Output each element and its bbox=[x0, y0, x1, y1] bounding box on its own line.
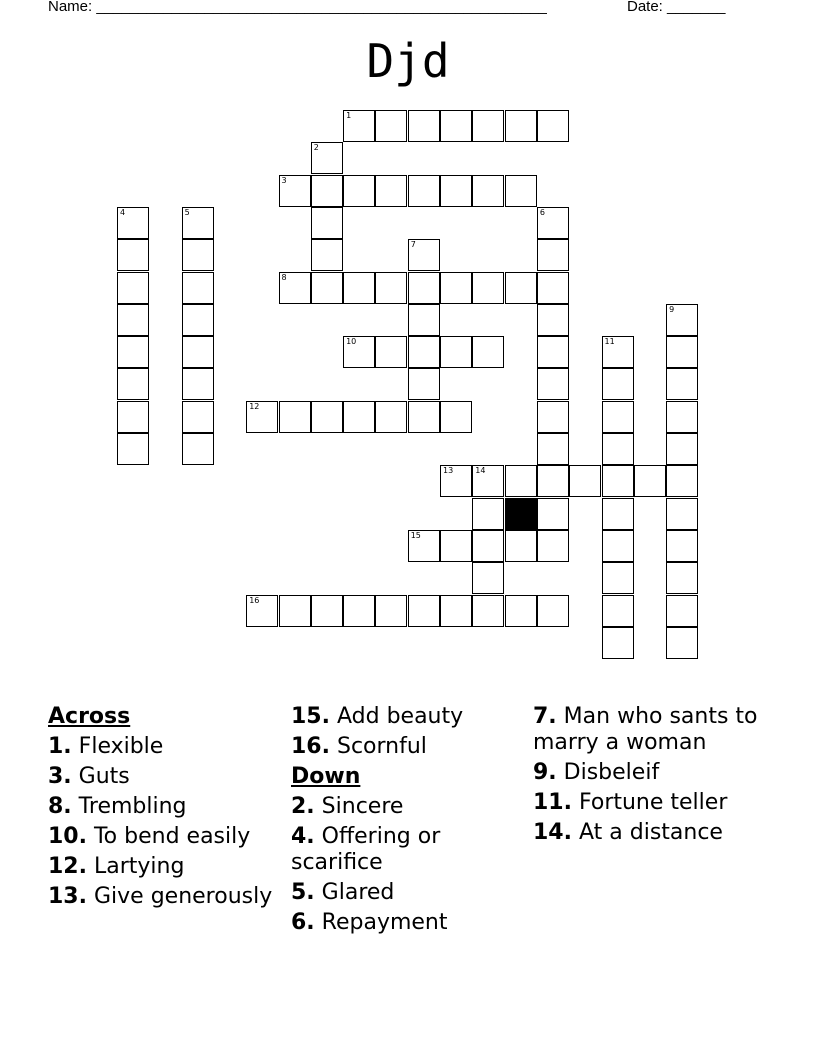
grid-cell[interactable] bbox=[602, 336, 634, 368]
clue-text: Give generously bbox=[93, 884, 273, 909]
clue-number: 16. bbox=[291, 734, 330, 759]
clue-across-16 bbox=[291, 734, 521, 760]
grid-cell[interactable] bbox=[537, 595, 569, 627]
cell-number: 10 bbox=[346, 337, 357, 347]
grid-cell[interactable] bbox=[602, 595, 634, 627]
clue-text: Man who sants to marry a woman bbox=[533, 704, 758, 755]
grid-cell[interactable] bbox=[182, 368, 214, 400]
cell-number: 15 bbox=[410, 530, 421, 540]
clue-number: 9. bbox=[533, 760, 557, 785]
grid-cell[interactable] bbox=[666, 368, 698, 400]
grid-cell[interactable] bbox=[537, 110, 569, 142]
clue-text: Fortune teller bbox=[578, 790, 728, 815]
clue-down-6 bbox=[291, 910, 521, 936]
grid-cell[interactable] bbox=[537, 498, 569, 530]
grid-cell[interactable] bbox=[408, 272, 440, 304]
clue-down-4 bbox=[291, 824, 521, 876]
grid-cell[interactable] bbox=[182, 304, 214, 336]
grid-cell[interactable] bbox=[440, 175, 472, 207]
grid-cell[interactable] bbox=[408, 595, 440, 627]
clue-text: To bend easily bbox=[93, 824, 251, 849]
grid-cell[interactable] bbox=[537, 239, 569, 271]
grid-cell[interactable] bbox=[537, 401, 569, 433]
grid-cell[interactable] bbox=[343, 401, 375, 433]
clue-across-3 bbox=[48, 764, 278, 790]
grid-cell[interactable] bbox=[472, 498, 504, 530]
cell-number: 14 bbox=[475, 466, 486, 476]
grid-cell[interactable] bbox=[472, 272, 504, 304]
grid-cell[interactable] bbox=[311, 595, 343, 627]
clue-across-15 bbox=[291, 704, 521, 730]
grid-cell[interactable] bbox=[666, 401, 698, 433]
clue-number: 14. bbox=[533, 820, 572, 845]
grid-cell[interactable] bbox=[472, 336, 504, 368]
clue-number: 8. bbox=[48, 794, 72, 819]
grid-cell[interactable] bbox=[117, 368, 149, 400]
grid-cell[interactable] bbox=[602, 433, 634, 465]
grid-cell[interactable] bbox=[472, 175, 504, 207]
cell-number: 1 bbox=[346, 111, 352, 120]
grid-cell[interactable] bbox=[279, 272, 311, 304]
clue-text: Offering or scarifice bbox=[291, 824, 441, 875]
clue-number: 4. bbox=[291, 824, 315, 849]
grid-cell[interactable] bbox=[472, 465, 504, 497]
clue-column-3 bbox=[533, 704, 773, 850]
grid-cell[interactable] bbox=[375, 110, 407, 142]
grid-cell[interactable] bbox=[408, 401, 440, 433]
grid-cell[interactable] bbox=[311, 239, 343, 271]
cell-number: 7 bbox=[410, 240, 416, 250]
down-heading: Down bbox=[291, 764, 361, 789]
grid-cell[interactable] bbox=[343, 336, 375, 368]
cell-number: 11 bbox=[604, 337, 615, 347]
clue-down-7 bbox=[533, 704, 773, 756]
clue-text: At a distance bbox=[578, 820, 723, 845]
grid-cell[interactable] bbox=[505, 595, 537, 627]
clue-number: 3. bbox=[48, 764, 72, 789]
name-field-label: Name: ______________________________________________________ bbox=[48, 0, 547, 15]
grid-cell[interactable] bbox=[408, 239, 440, 271]
grid-cell[interactable] bbox=[279, 175, 311, 207]
grid-cell[interactable] bbox=[505, 272, 537, 304]
grid-cell[interactable] bbox=[311, 401, 343, 433]
cell-number: 8 bbox=[281, 272, 287, 282]
grid-cell[interactable] bbox=[602, 530, 634, 562]
grid-cell[interactable] bbox=[537, 272, 569, 304]
clue-down-9 bbox=[533, 760, 773, 786]
grid-cell[interactable] bbox=[343, 595, 375, 627]
clue-text: Scornful bbox=[336, 734, 427, 759]
clue-text: Flexible bbox=[78, 734, 164, 759]
grid-cell[interactable] bbox=[440, 595, 472, 627]
grid-cell[interactable] bbox=[440, 272, 472, 304]
grid-cell[interactable] bbox=[311, 142, 343, 174]
grid-cell[interactable] bbox=[182, 272, 214, 304]
clue-text: Disbeleif bbox=[563, 760, 660, 785]
grid-cell[interactable] bbox=[602, 465, 634, 497]
grid-cell[interactable] bbox=[182, 336, 214, 368]
grid-cell[interactable] bbox=[666, 465, 698, 497]
clue-text: Repayment bbox=[321, 910, 448, 935]
clue-number: 10. bbox=[48, 824, 87, 849]
grid-cell[interactable] bbox=[666, 304, 698, 336]
grid-cell[interactable] bbox=[537, 368, 569, 400]
grid-cell[interactable] bbox=[117, 433, 149, 465]
grid-cell[interactable] bbox=[440, 336, 472, 368]
grid-cell[interactable] bbox=[182, 433, 214, 465]
clue-text: Guts bbox=[78, 764, 130, 789]
grid-cell[interactable] bbox=[666, 498, 698, 530]
grid-cell[interactable] bbox=[505, 530, 537, 562]
grid-cell[interactable] bbox=[440, 465, 472, 497]
grid-cell[interactable] bbox=[375, 272, 407, 304]
cell-number: 6 bbox=[539, 207, 545, 217]
cell-number: 5 bbox=[184, 207, 190, 217]
grid-cell[interactable] bbox=[537, 304, 569, 336]
grid-cell[interactable] bbox=[408, 175, 440, 207]
clue-down-2 bbox=[291, 794, 521, 820]
grid-cell[interactable] bbox=[182, 239, 214, 271]
clue-number: 2. bbox=[291, 794, 315, 819]
clue-column-2 bbox=[291, 704, 521, 940]
grid-cell[interactable] bbox=[537, 207, 569, 239]
clue-across-1 bbox=[48, 734, 278, 760]
grid-cell[interactable] bbox=[472, 562, 504, 594]
grid-cell[interactable] bbox=[117, 336, 149, 368]
cell-number: 16 bbox=[249, 595, 260, 605]
grid-cell[interactable] bbox=[375, 401, 407, 433]
clue-number: 12. bbox=[48, 854, 87, 879]
cell-number: 4 bbox=[120, 207, 126, 217]
clue-across-8 bbox=[48, 794, 278, 820]
grid-cell[interactable] bbox=[117, 304, 149, 336]
grid-cell[interactable] bbox=[666, 530, 698, 562]
grid-cell[interactable] bbox=[375, 595, 407, 627]
grid-cell[interactable] bbox=[375, 336, 407, 368]
grid-cell[interactable] bbox=[375, 175, 407, 207]
clue-across-13 bbox=[48, 884, 278, 910]
grid-cell[interactable] bbox=[343, 272, 375, 304]
clue-across-10 bbox=[48, 824, 278, 850]
clue-down-5 bbox=[291, 880, 521, 906]
grid-cell[interactable] bbox=[182, 401, 214, 433]
grid-cell[interactable] bbox=[440, 530, 472, 562]
grid-cell[interactable] bbox=[505, 465, 537, 497]
grid-cell[interactable] bbox=[472, 110, 504, 142]
grid-cell[interactable] bbox=[408, 368, 440, 400]
clue-text: Trembling bbox=[78, 794, 187, 819]
clue-number: 7. bbox=[533, 704, 557, 729]
grid-cell[interactable] bbox=[311, 207, 343, 239]
grid-cell[interactable] bbox=[311, 175, 343, 207]
grid-cell[interactable] bbox=[537, 336, 569, 368]
cell-number: 12 bbox=[249, 401, 260, 411]
grid-cell[interactable] bbox=[472, 530, 504, 562]
grid-cell[interactable] bbox=[666, 562, 698, 594]
grid-cell[interactable] bbox=[472, 595, 504, 627]
grid-cell[interactable] bbox=[246, 401, 278, 433]
cell-number: 13 bbox=[443, 466, 454, 476]
grid-cell[interactable] bbox=[537, 530, 569, 562]
black-square bbox=[505, 498, 537, 530]
clue-across-12 bbox=[48, 854, 278, 880]
clue-number: 11. bbox=[533, 790, 572, 815]
date-field-label: Date: _______ bbox=[627, 0, 726, 15]
grid-cell[interactable] bbox=[537, 465, 569, 497]
grid-cell[interactable] bbox=[505, 175, 537, 207]
clue-number: 6. bbox=[291, 910, 315, 935]
grid-cell[interactable] bbox=[537, 433, 569, 465]
grid-cell[interactable] bbox=[602, 562, 634, 594]
grid-cell[interactable] bbox=[117, 239, 149, 271]
grid-cell[interactable] bbox=[117, 401, 149, 433]
grid-cell[interactable] bbox=[666, 336, 698, 368]
grid-cell[interactable] bbox=[279, 401, 311, 433]
clue-number: 13. bbox=[48, 884, 87, 909]
grid-cell[interactable] bbox=[602, 368, 634, 400]
grid-cell[interactable] bbox=[408, 530, 440, 562]
grid-cell[interactable] bbox=[246, 595, 278, 627]
clue-number: 5. bbox=[291, 880, 315, 905]
grid-cell[interactable] bbox=[505, 110, 537, 142]
cell-number: 9 bbox=[669, 304, 675, 314]
clue-number: 15. bbox=[291, 704, 330, 729]
grid-cell[interactable] bbox=[182, 207, 214, 239]
grid-cell[interactable] bbox=[343, 110, 375, 142]
clue-down-11 bbox=[533, 790, 773, 816]
clue-number: 1. bbox=[48, 734, 72, 759]
grid-cell[interactable] bbox=[602, 627, 634, 659]
grid-cell[interactable] bbox=[569, 465, 601, 497]
grid-cell[interactable] bbox=[408, 304, 440, 336]
grid-cell[interactable] bbox=[666, 595, 698, 627]
grid-cell[interactable] bbox=[408, 110, 440, 142]
clue-down-14 bbox=[533, 820, 773, 846]
grid-cell[interactable] bbox=[440, 110, 472, 142]
grid-cell[interactable] bbox=[279, 595, 311, 627]
grid-cell[interactable] bbox=[666, 627, 698, 659]
grid-cell[interactable] bbox=[311, 272, 343, 304]
grid-cell[interactable] bbox=[117, 272, 149, 304]
clue-text: Sincere bbox=[321, 794, 404, 819]
clue-column-1 bbox=[48, 704, 278, 914]
grid-cell[interactable] bbox=[634, 465, 666, 497]
grid-cell[interactable] bbox=[602, 401, 634, 433]
grid-cell[interactable] bbox=[408, 336, 440, 368]
clue-text: Lartying bbox=[93, 854, 185, 879]
clue-text: Glared bbox=[321, 880, 395, 905]
clue-text: Add beauty bbox=[336, 704, 464, 729]
grid-cell[interactable] bbox=[602, 498, 634, 530]
page-title: Djd bbox=[366, 34, 450, 88]
grid-cell[interactable] bbox=[117, 207, 149, 239]
cell-number: 2 bbox=[313, 143, 319, 153]
grid-cell[interactable] bbox=[343, 175, 375, 207]
cell-number: 3 bbox=[281, 175, 287, 185]
grid-cell[interactable] bbox=[440, 401, 472, 433]
across-heading: Across bbox=[48, 704, 131, 729]
grid-cell[interactable] bbox=[666, 433, 698, 465]
